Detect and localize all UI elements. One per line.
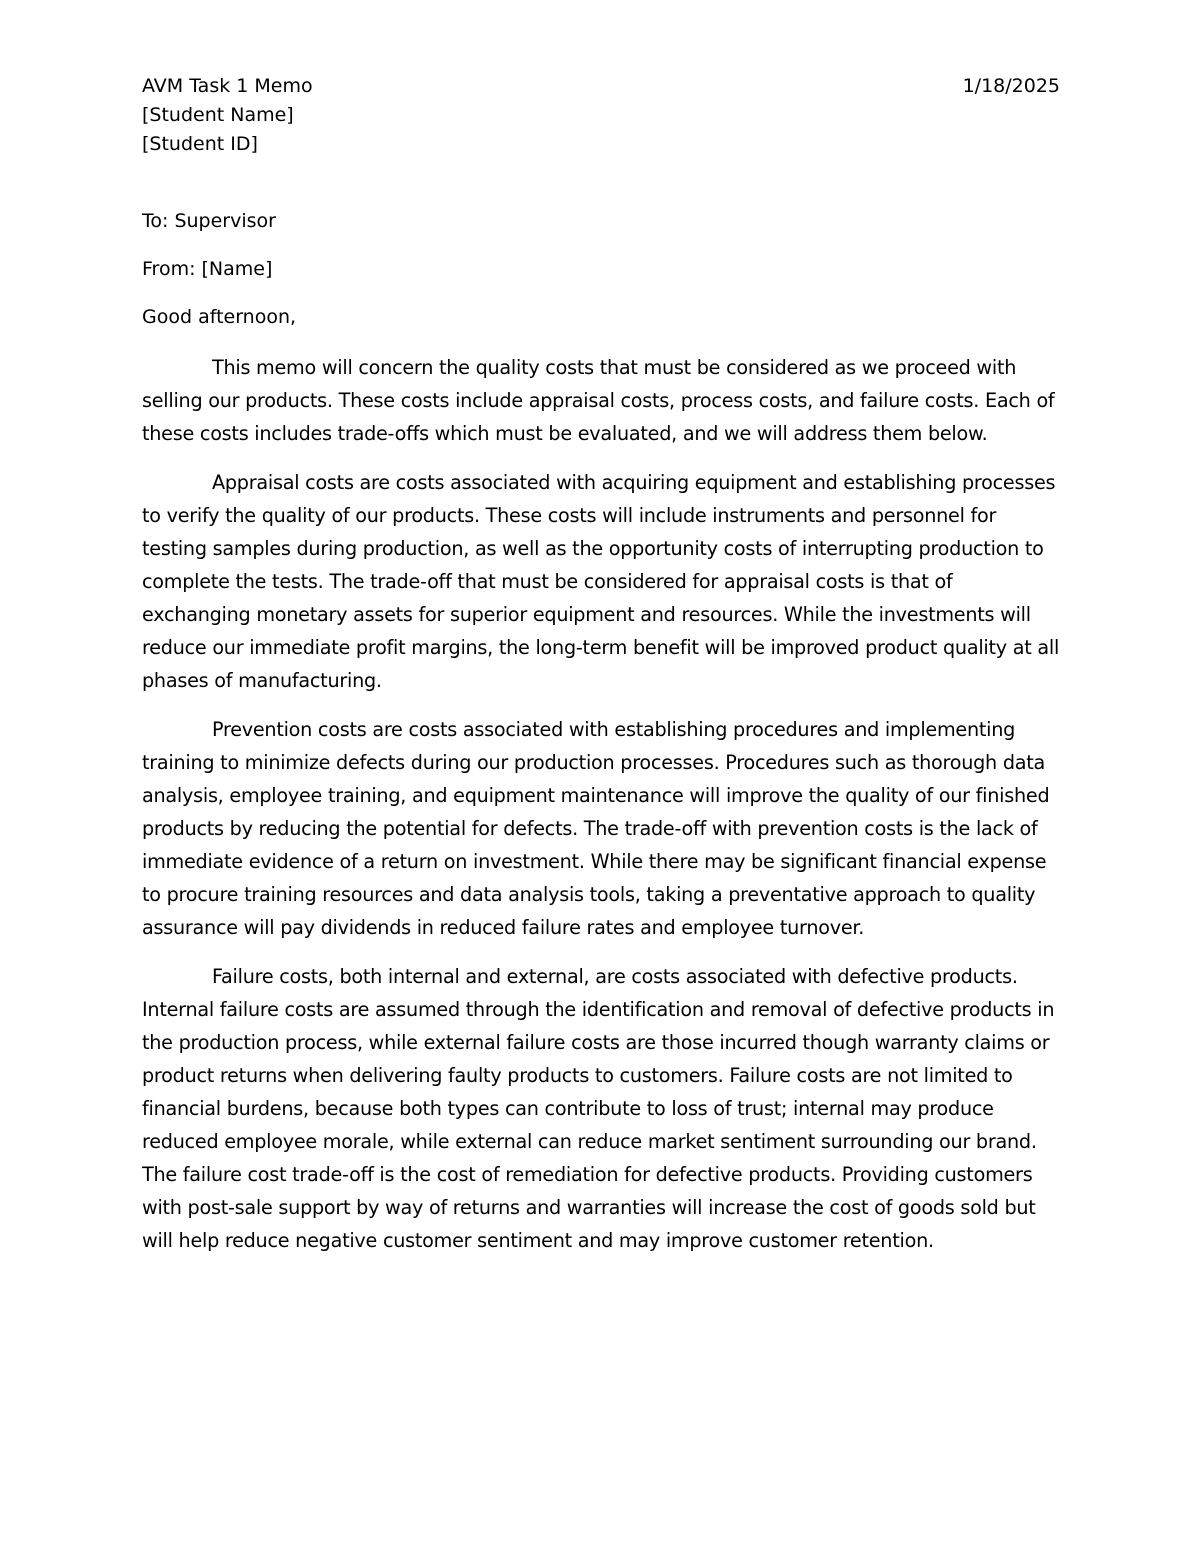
paragraph-failure-costs: Failure costs, both internal and external, are costs associated with defective products. Internal failure costs are assumed through the identification and removal of defective products in the production process, while external failure costs are those incurred though warranty claims or product returns when delivering faulty products to customers. Failure costs are not limited to financial burdens, because both types can contribute to loss of trust; internal may produce reduced employee morale, while external can reduce market sentiment surrounding our brand. The failure cost trade-off is the cost of remediation for defective products. Providing customers with post-sale support by way of returns and warranties will increase the cost of goods sold but will help reduce negative customer sentiment and may improve customer retention.: [142, 965, 1055, 1252]
memo-page: [142, 72, 1060, 1273]
student-id: [Student ID]: [142, 133, 258, 155]
memo-header: [142, 72, 1060, 101]
memo-from: From: [Name]: [142, 258, 273, 280]
student-name: [Student Name]: [142, 104, 294, 126]
memo-date: 1/18/2025: [962, 75, 1060, 97]
paragraph-prevention-costs: Prevention costs are costs associated with establishing procedures and implementing training to minimize defects during our production processes. Procedures such as thorough data analysis, employee training, and equipment maintenance will improve the quality of our finished products by reducing the potential for defects. The trade-off with prevention costs is the lack of immediate evidence of a return on investment. While there may be significant financial expense to procure training resources and data analysis tools, taking a preventative approach to quality assurance will pay dividends in reduced failure rates and employee turnover.: [142, 718, 1050, 939]
paragraph-appraisal-costs: Appraisal costs are costs associated with acquiring equipment and establishing processes to verify the quality of our products. These costs will include instruments and personnel for testing samples during production, as well as the opportunity costs of interrupting production to complete the tests. The trade-off that must be considered for appraisal costs is that of exchanging monetary assets for superior equipment and resources. While the investments will reduce our immediate profit margins, the long-term benefit will be improved product quality at all phases of manufacturing.: [142, 471, 1060, 692]
memo-to: To: Supervisor: [142, 210, 276, 232]
memo-title: AVM Task 1 Memo: [142, 75, 313, 97]
memo-greeting: Good afternoon,: [142, 306, 297, 328]
paragraph-intro: This memo will concern the quality costs that must be considered as we proceed with selling our products. These costs include appraisal costs, process costs, and failure costs. Each of these costs includes trade-offs which must be evaluated, and we will address them below.: [142, 356, 1055, 445]
